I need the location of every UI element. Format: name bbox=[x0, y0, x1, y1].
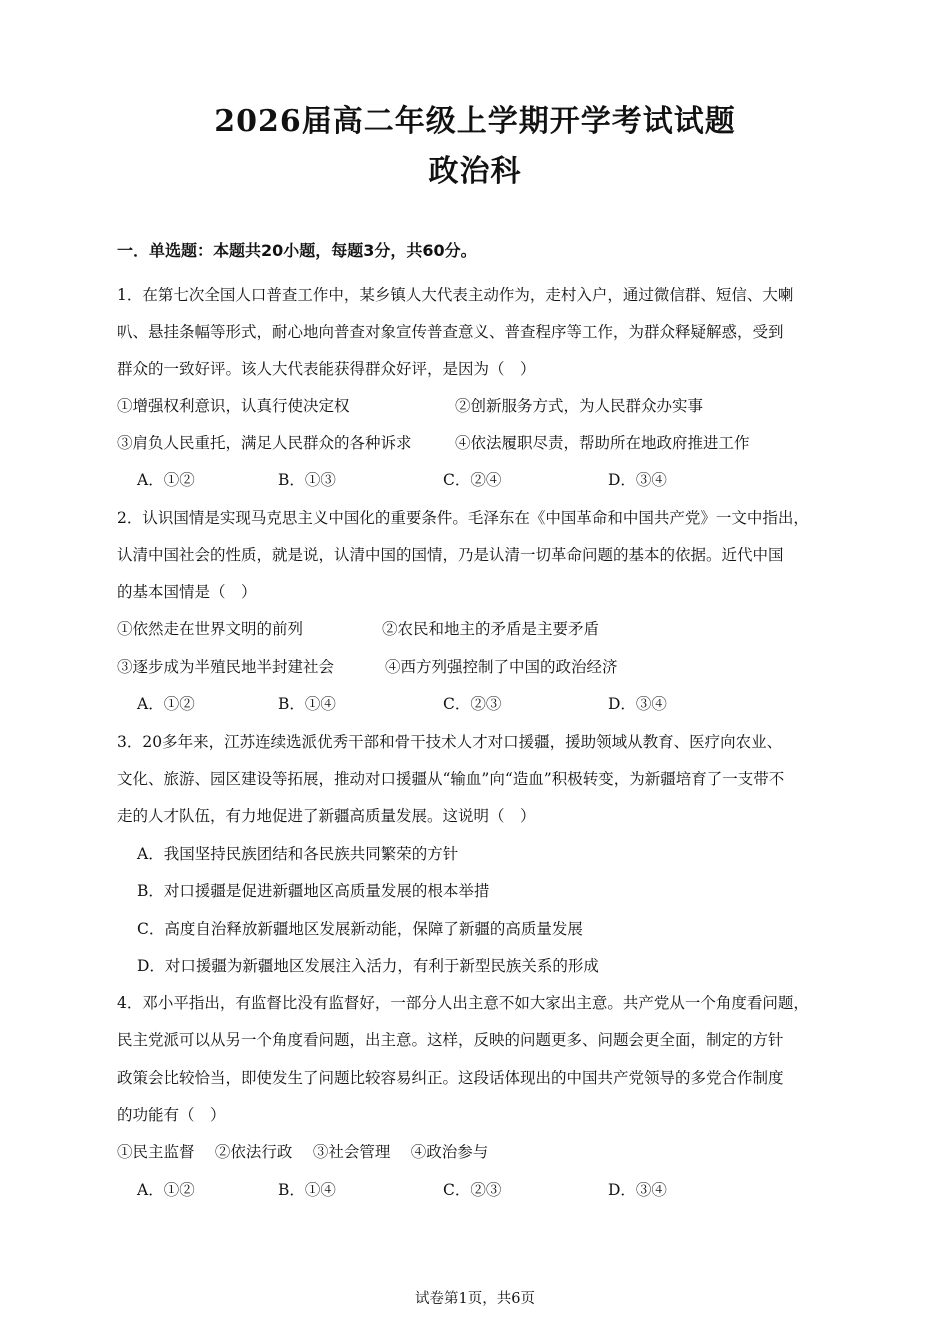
exam-subject: 政治科 bbox=[428, 154, 522, 189]
question-text-line: 3．20多年来，江苏连续选派优秀干部和骨干技术人才对口援疆，援助领域从教育、医疗向农业、 bbox=[117, 733, 783, 751]
statement-4: ④依法履职尽责，帮助所在地政府推进工作 bbox=[455, 434, 750, 452]
section-heading: 一．单选题：本题共20小题，每题3分，共60分。 bbox=[117, 241, 477, 260]
statement-2: ②农民和地主的矛盾是主要矛盾 bbox=[382, 620, 600, 638]
statement-4: ④西方列强控制了中国的政治经济 bbox=[385, 658, 618, 676]
question-text-line: 文化、旅游、园区建设等拓展，推动对口援疆从“输血”向“造血”积极转变，为新疆培育了一支带不 bbox=[117, 770, 785, 788]
option-d: D．③④ bbox=[608, 695, 667, 713]
question-text-line: 1．在第七次全国人口普查工作中，某乡镇人大代表主动作为，走村入户，通过微信群、短信、大喇 bbox=[117, 286, 794, 304]
option-a: A．我国坚持民族团结和各民族共同繁荣的方针 bbox=[137, 845, 459, 863]
statement-3: ③逐步成为半殖民地半封建社会 bbox=[117, 658, 335, 676]
option-b: B．①④ bbox=[278, 695, 336, 713]
question-text-line: 2．认识国情是实现马克思主义中国化的重要条件。毛泽东在《中国革命和中国共产党》一文中指出， bbox=[117, 509, 809, 527]
statement-1: ①依然走在世界文明的前列 bbox=[117, 620, 304, 638]
question-text-line: 的基本国情是（ ） bbox=[117, 583, 257, 601]
option-c: C．高度自治释放新疆地区发展新动能，保障了新疆的高质量发展 bbox=[137, 920, 583, 938]
question-text-line: 政策会比较恰当，即使发生了问题比较容易纠正。这段话体现出的中国共产党领导的多党合作制度 bbox=[117, 1069, 784, 1087]
option-a: A．①② bbox=[137, 695, 195, 713]
option-d: D．对口援疆为新疆地区发展注入活力，有利于新型民族关系的形成 bbox=[137, 957, 599, 975]
statement-1: ①增强权利意识，认真行使决定权 bbox=[117, 397, 350, 415]
question-text-line: 4．邓小平指出，有监督比没有监督好，一部分人出主意不如大家出主意。共产党从一个角度看问题， bbox=[117, 994, 809, 1012]
option-c: C．②③ bbox=[443, 1181, 502, 1199]
option-c: C．②③ bbox=[443, 695, 502, 713]
statement-3: ③肩负人民重托，满足人民群众的各种诉求 bbox=[117, 434, 412, 452]
option-b: B．对口援疆是促进新疆地区高质量发展的根本举措 bbox=[137, 882, 490, 900]
question-text-line: 的功能有（ ） bbox=[117, 1106, 226, 1124]
question-text-line: 走的人才队伍，有力地促进了新疆高质量发展。这说明（ ） bbox=[117, 807, 536, 825]
option-a: A．①② bbox=[137, 1181, 195, 1199]
question-text-line: 民主党派可以从另一个角度看问题，出主意。这样，反映的问题更多、问题会更全面，制定的方针 bbox=[117, 1031, 784, 1049]
statements-line: ①民主监督 ②依法行政 ③社会管理 ④政治参与 bbox=[117, 1143, 489, 1161]
option-d: D．③④ bbox=[608, 1181, 667, 1199]
exam-title: 2026届高二年级上学期开学考试试题 bbox=[214, 104, 736, 139]
option-c: C．②④ bbox=[443, 471, 502, 489]
question-text-line: 群众的一致好评。该人大代表能获得群众好评，是因为（ ） bbox=[117, 360, 536, 378]
option-d: D．③④ bbox=[608, 471, 667, 489]
question-text-line: 叭、悬挂条幅等形式，耐心地向普查对象宣传普查意义、普查程序等工作，为群众释疑解惑，受到 bbox=[117, 323, 784, 341]
question-text-line: 认清中国社会的性质，就是说，认清中国的国情，乃是认清一切革命问题的基本的依据。近代中国 bbox=[117, 546, 784, 564]
option-a: A．①② bbox=[137, 471, 195, 489]
option-b: B．①④ bbox=[278, 1181, 336, 1199]
statement-2: ②创新服务方式，为人民群众办实事 bbox=[455, 397, 704, 415]
option-b: B．①③ bbox=[278, 471, 336, 489]
page-footer: 试卷第1页，共6页 bbox=[415, 1291, 535, 1307]
